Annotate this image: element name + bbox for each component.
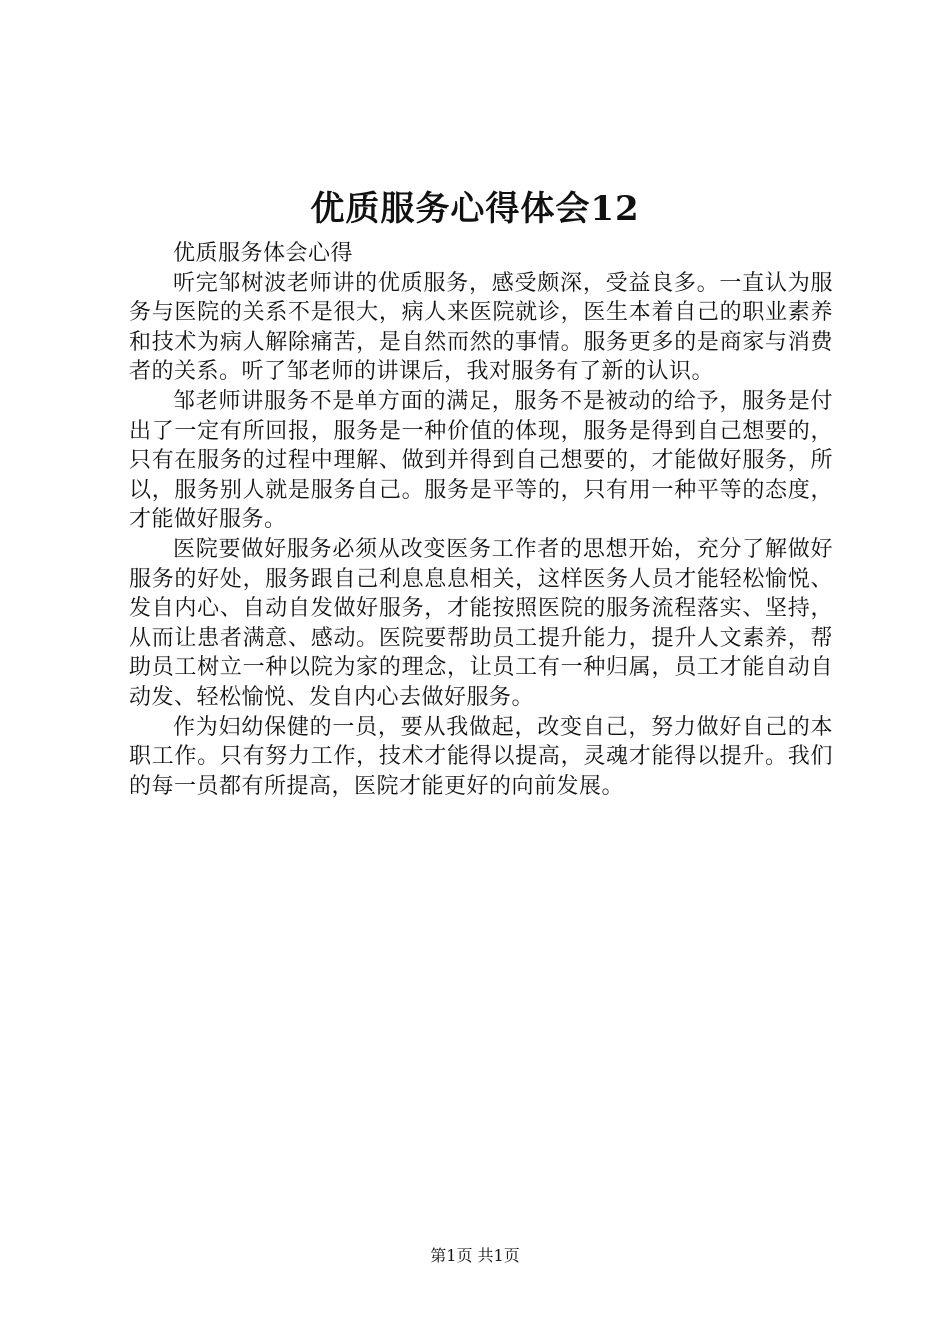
paragraph-2: 邹老师讲服务不是单方面的满足，服务不是被动的给予，服务是付出了一定有所回报，服务是一种价值的体现，服务是得到自己想要的，只有在服务的过程中理解、做到并得到自己想要的，才能做好服务，所以，服务别人就是服务自己。服务是平等的，只有用一种平等的态度，才能做好服务。 (129, 388, 833, 533)
paragraph-4: 作为妇幼保健的一员，要从我做起，改变自己，努力做好自己的本职工作。只有努力工作，技术才能得以提高，灵魂才能得以提升。我们的每一员都有所提高，医院才能更好的向前发展。 (129, 714, 833, 799)
paragraph-1: 听完邹树波老师讲的优质服务，感受颇深，受益良多。一直认为服务与医院的关系不是很大，病人来医院就诊，医生本着自己的职业素养和技术为病人解除痛苦，是自然而然的事情。服务更多的是商家与消费者的关系。听了邹老师的讲课后，我对服务有了新的认识。 (129, 270, 833, 385)
document-title: 优质服务心得体会12 (310, 189, 640, 229)
paragraph-subtitle: 优质服务体会心得 (173, 241, 354, 266)
paragraph-3: 医院要做好服务必须从改变医务工作者的思想开始，充分了解做好服务的好处，服务跟自己利息息息相关，这样医务人员才能轻松愉悦、发自内心、自动自发做好服务，才能按照医院的服务流程落实、坚持，从而让患者满意、感动。医院要帮助员工提升能力，提升人文素养，帮助员工树立一种以院为家的理念，让员工有一种归属，员工才能自动自动发、轻松愉悦、发自内心去做好服务。 (129, 536, 833, 710)
page-number-footer: 第1页 共1页 (430, 1246, 520, 1265)
document-body (129, 239, 833, 801)
